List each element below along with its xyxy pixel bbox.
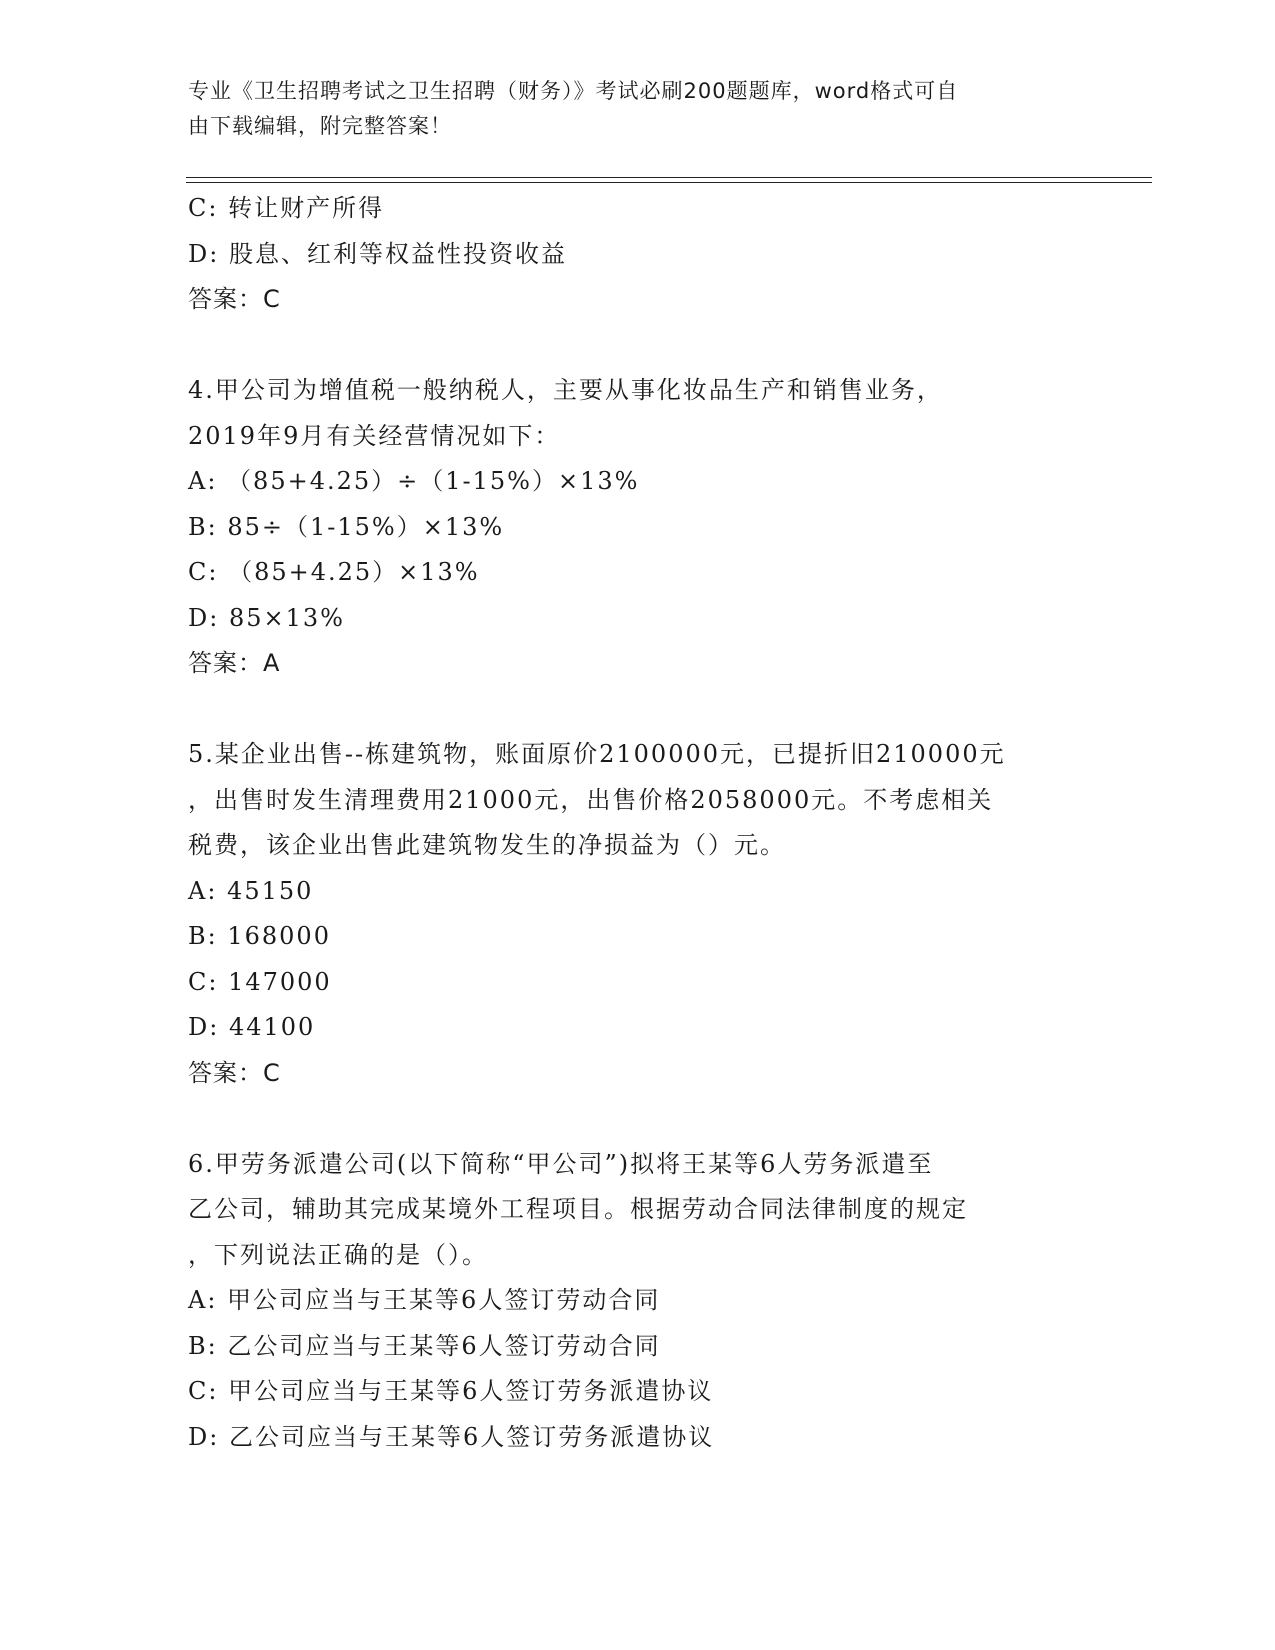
header-divider-bottom (186, 182, 1152, 183)
question-4 (188, 368, 1088, 687)
spacer (188, 1096, 1088, 1142)
option-a: A: 甲公司应当与王某等6人签订劳动合同 (188, 1286, 661, 1314)
option-c: C: （85+4.25）×13% (188, 558, 480, 586)
question-6 (188, 1142, 1088, 1461)
question-stem-line: 5.某企业出售--栋建筑物，账面原价2100000元，已提折旧210000元 (188, 740, 1006, 768)
answer: 答案：C (188, 285, 281, 313)
spacer (188, 323, 1088, 369)
spacer (188, 687, 1088, 733)
question-stem-line: 乙公司，辅助其完成某境外工程项目。根据劳动合同法律制度的规定 (188, 1195, 968, 1223)
question-5 (188, 732, 1088, 1096)
header-divider-top (186, 177, 1152, 178)
option-d: D: 44100 (188, 1013, 316, 1041)
question-stem-line: 4.甲公司为增值税一般纳税人，主要从事化妆品生产和销售业务， (188, 376, 943, 404)
option-d: D: 85×13% (188, 603, 345, 632)
option-b: B: 168000 (188, 922, 331, 950)
question-3 (188, 186, 1088, 323)
question-stem-line: ，出售时发生清理费用21000元，出售价格2058000元。不考虑相关 (188, 785, 994, 814)
header-line-2: 由下载编辑，附完整答案！ (188, 114, 452, 138)
option-b: B: 乙公司应当与王某等6人签订劳动合同 (188, 1331, 661, 1360)
option-c: C: 147000 (188, 967, 332, 996)
question-stem-line: ，下列说法正确的是（）。 (188, 1240, 488, 1269)
option-c: C: 甲公司应当与王某等6人签订劳务派遣协议 (188, 1377, 714, 1405)
header-line-1: 专业《卫生招聘考试之卫生招聘（财务）》考试必刷200题题库，word格式可自 (188, 79, 959, 103)
option-c: C: 转让财产所得 (188, 194, 385, 222)
question-stem-line: 税费，该企业出售此建筑物发生的净损益为（）元。 (188, 831, 786, 859)
option-d: D: 乙公司应当与王某等6人签订劳务派遣协议 (188, 1422, 715, 1451)
question-stem-line: 2019年9月有关经营情况如下： (188, 421, 561, 450)
option-b: B: 85÷（1-15%）×13% (188, 512, 505, 541)
document-header (188, 74, 1088, 144)
question-list (188, 186, 1088, 1460)
option-d: D: 股息、红利等权益性投资收益 (188, 239, 567, 268)
answer: 答案：C (188, 1058, 281, 1087)
question-stem-line: 6.甲劳务派遣公司(以下简称“甲公司”)拟将王某等6人劳务派遣至 (188, 1149, 934, 1178)
option-a: A: 45150 (188, 876, 314, 905)
option-a: A: （85+4.25）÷（1-15%）×13% (188, 467, 640, 495)
answer: 答案：A (188, 649, 281, 677)
